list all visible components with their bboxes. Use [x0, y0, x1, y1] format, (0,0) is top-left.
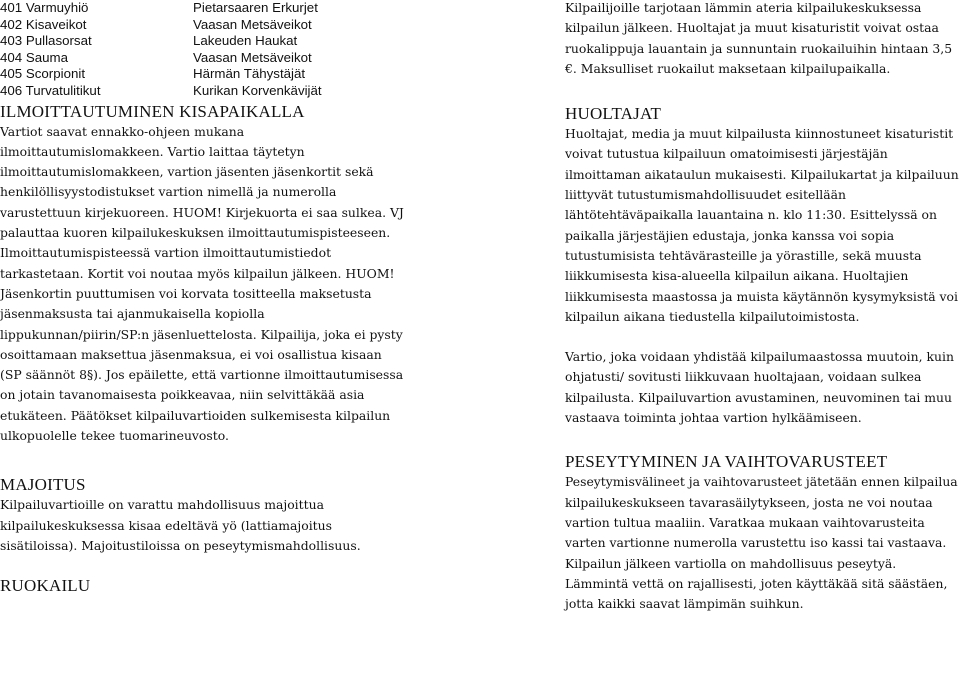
heading-ilmoittautuminen: ILMOITTAUTUMINEN KISAPAIKALLA	[0, 101, 305, 121]
paragraph-peseytyminen: Peseytymisvälineet ja vaihtovarusteet jätetään ennen kilpailua kilpailukeskukseen tavarasäilytykseen, josta ne voi noutaa vartion tultua maaliin. Varatkaa mukaan vaihtovarusteita varten vartionne numerolla varustettu iso kassi tai vastaava. Kilpailun jälkeen vartiolla on mahdollisuus peseytyä. Lämmintä vettä on rajallisesti, joten käyttäkää sitä säästäen, jotta kaikki saavat lämpimän suihkun.	[565, 474, 958, 612]
heading-ruokailu: RUOKAILU	[0, 576, 91, 596]
team-name: 405 Scorpionit	[0, 66, 86, 82]
heading-peseytyminen: PESEYTYMINEN JA VAIHTOVARUSTEET	[565, 452, 888, 472]
paragraph-ilmoittautuminen: Vartiot saavat ennakko-ohjeen mukana ilmoittautumislomakkeen. Vartio laittaa täytetyn ilmoittautumislomakkeen, vartion jäsenten jäsenkortit sekä henkilöllisyystodistukset vartion nimellä ja numerolla varustettuun kirjekuoreen. HUOM! Kirjekuorta ei saa sulkea. VJ palauttaa kuoren kilpailukeskuksen ilmoittautumispisteeseen. Ilmoittautumispisteessä vartion ilmoittautumistiedot tarkastetaan. Kortit voi noutaa myös kilpailun jälkeen. HUOM! Jäsenkortin puuttumisen voi korvata tositteella maksetusta jäsenmaksusta tai ajanmukaisella kopiolla lippukunnan/piirin/SP:n jäsenluettelosta. Kilpailija, joka ei pysty osoittamaan maksettua jäsenmaksua, ei voi osallistua kisaan (SP säännöt 8§). Jos epäilette, että vartionne ilmoittautumisessa on jotain tavanomaisesta poikkeavaa, niin selvittäkää asia etukäteen. Päätökset kilpailuvartioiden sulkemisesta kilpailun ulkopuolelle tekee tuomarineuvosto.	[0, 123, 404, 444]
team-list	[0, 0, 405, 100]
team-club: Pietarsaaren Erkurjet	[193, 0, 318, 15]
team-row	[0, 83, 405, 100]
team-row	[0, 33, 405, 50]
team-name: 406 Turvatulitikut	[0, 82, 101, 98]
left-column	[0, 0, 405, 596]
team-row	[0, 50, 405, 67]
team-name: 401 Varmuyhiö	[0, 0, 89, 15]
team-club: Vaasan Metsäveikot	[193, 49, 312, 65]
team-name: 403 Pullasorsat	[0, 33, 92, 49]
team-name: 404 Sauma	[0, 49, 69, 65]
paragraph-huoltajat-2: Vartio, joka voidaan yhdistää kilpailumaastossa muutoin, kuin ohjatusti/ sovitusti liikkuvaan huoltajaan, voidaan sulkea kilpailusta. Kilpailuvartion avustaminen, neuvominen tai muu vastaava toiminta johtaa vartion hylkäämiseen.	[565, 349, 954, 426]
team-club: Lakeuden Haukat	[193, 33, 298, 49]
paragraph-majoitus: Kilpailuvartioille on varattu mahdollisuus majoittua kilpailukeskuksessa kisaa edeltävä yö (lattiamajoitus sisätiloissa). Majoitustiloissa on peseytymismahdollisuus.	[0, 497, 361, 553]
paragraph-ruokailu: Kilpailijoille tarjotaan lämmin ateria kilpailukeskuksessa kilpailun jälkeen. Huoltajat ja muut kisaturistit voivat ostaa ruokalippuja lauantain ja sunnuntain ruokailuihin hintaan 3,5 €. Maksulliset ruokailut maksetaan kilpailupaikalla.	[565, 0, 953, 76]
paragraph-huoltajat-1: Huoltajat, media ja muut kilpailusta kiinnostuneet kisaturistit voivat tutustua kilpailuun omatoimisesti järjestäjän ilmoittaman aikataulun mukaisesti. Kilpailukartat ja kilpailuun liittyvät tutustumismahdollisuudet esitellään lähtötehtäväpaikalla lauantaina n. klo 11:30. Esittelyssä on paikalla järjestäjien edustaja, jonka kanssa voi sopia tutustumisista tehtävärasteille ja yörastille, sekä muusta liikkumisesta kisa-alueella kilpailun aikana. Huoltajien liikkumisesta maastossa ja muista käytännön kysymyksistä voi kilpailun aikana tiedustella kilpailutoimistosta.	[565, 126, 959, 324]
team-club: Härmän Tähystäjät	[193, 66, 306, 82]
team-row	[0, 66, 405, 83]
team-row	[0, 17, 405, 34]
team-row	[0, 0, 405, 17]
right-column	[565, 0, 959, 614]
heading-majoitus: MAJOITUS	[0, 475, 86, 495]
team-club: Kurikan Korvenkävijät	[193, 82, 322, 98]
heading-huoltajat: HUOLTAJAT	[565, 104, 662, 124]
team-club: Vaasan Metsäveikot	[193, 16, 312, 32]
team-name: 402 Kisaveikot	[0, 16, 87, 32]
